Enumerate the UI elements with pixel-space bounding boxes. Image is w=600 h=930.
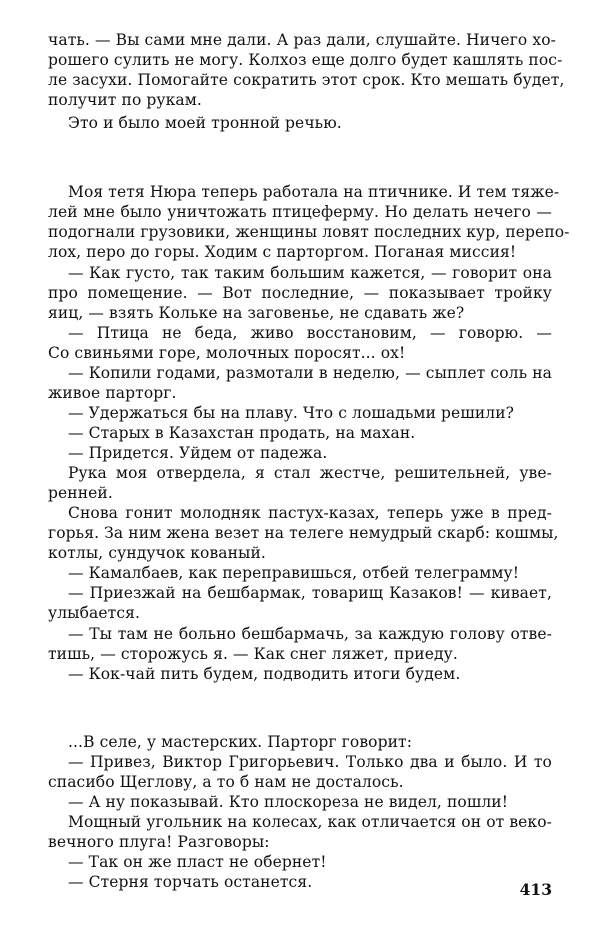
text-line: ренней. <box>48 484 113 502</box>
text-line: — Придется. Уйдем от падежа. <box>68 444 328 462</box>
page-number: 413 <box>519 880 552 899</box>
text-line: — Камалбаев, как переправишься, отбей телеграмму! <box>68 564 520 582</box>
text-line: вечного плуга! Разговоры: <box>48 833 270 851</box>
text-line: Мощный угольник на колесах, как отличается он от веко- <box>68 813 552 831</box>
text-line: подогнали грузовики, женщины ловят последних кур, перепо- <box>48 223 570 241</box>
text-line: Моя тетя Нюра теперь работала на птичнике. И тем тяже- <box>68 183 560 201</box>
text-line: Рука моя отвердела, я стал жестче, решительней, уве- <box>68 464 552 482</box>
text-line: горья. За ним жена везет на телеге немудрый скарб: кошмы, <box>48 524 559 542</box>
text-line: Со свиньями горе, молочных поросят... ох! <box>48 344 406 362</box>
text-line: — Удержаться бы на плаву. Что с лошадьми решили? <box>68 404 515 422</box>
text-line: чать. — Вы сами мне дали. А раз дали, слушайте. Ничего хо- <box>48 31 556 49</box>
text-line: яиц, — взять Кольке на заговенье, не сдавать же? <box>48 304 465 322</box>
text-line: про помещение. — Вот последние, — показывает тройку <box>48 284 552 302</box>
text-line: улыбается. <box>48 604 141 622</box>
text-line: рошего сулить не могу. Колхоз еще долго будет кашлять пос- <box>48 51 563 69</box>
text-line: — Привез, Виктор Григорьевич. Только два и было. И то <box>68 753 552 771</box>
text-line: — Приезжай на бешбармак, товарищ Казаков! — кивает, <box>68 584 552 602</box>
text-line: лей мне было уничтожать птицеферму. Но делать нечего — <box>48 203 552 221</box>
text-line: Это и было моей тронной речью. <box>68 114 342 132</box>
text-line: — Птица не беда, живо восстановим, — говорю. — <box>68 324 552 342</box>
text-line: — Кок-чай пить будем, подводить итоги будем. <box>68 665 461 683</box>
text-line: — Копили годами, размотали в неделю, — сыплет соль на <box>68 364 552 382</box>
text-line: ле засухи. Помогайте сократить этот срок. Кто мешать будет, <box>48 71 565 89</box>
text-line: получит по рукам. <box>48 91 202 109</box>
text-line: — Так он же пласт не обернет! <box>68 853 327 871</box>
text-line: — Как густо, так таким большим кажется, — говорит она <box>68 264 552 282</box>
text-line: — Стерня торчать останется. <box>68 873 313 891</box>
text-line: лох, перо до горы. Ходим с парторгом. Поганая миссия! <box>48 243 517 261</box>
text-line: ...В селе, у мастерских. Парторг говорит: <box>68 733 413 751</box>
text-line: — А ну показывай. Кто плоскореза не видел, пошли! <box>68 793 509 811</box>
text-line: — Старых в Казахстан продать, на махан. <box>68 424 416 442</box>
text-line: — Ты там не больно бешбармачь, за каждую голову отве- <box>68 625 552 643</box>
text-line: живое парторг. <box>48 384 177 402</box>
text-line: спасибо Щеглову, а то б нам не досталось. <box>48 773 404 791</box>
text-line: котлы, сундучок кованый. <box>48 544 266 562</box>
text-line: Снова гонит молодняк пастух-казах, теперь уже в пред- <box>68 504 552 522</box>
text-line: тишь, — сторожусь я. — Как снег ляжет, приеду. <box>48 645 458 663</box>
